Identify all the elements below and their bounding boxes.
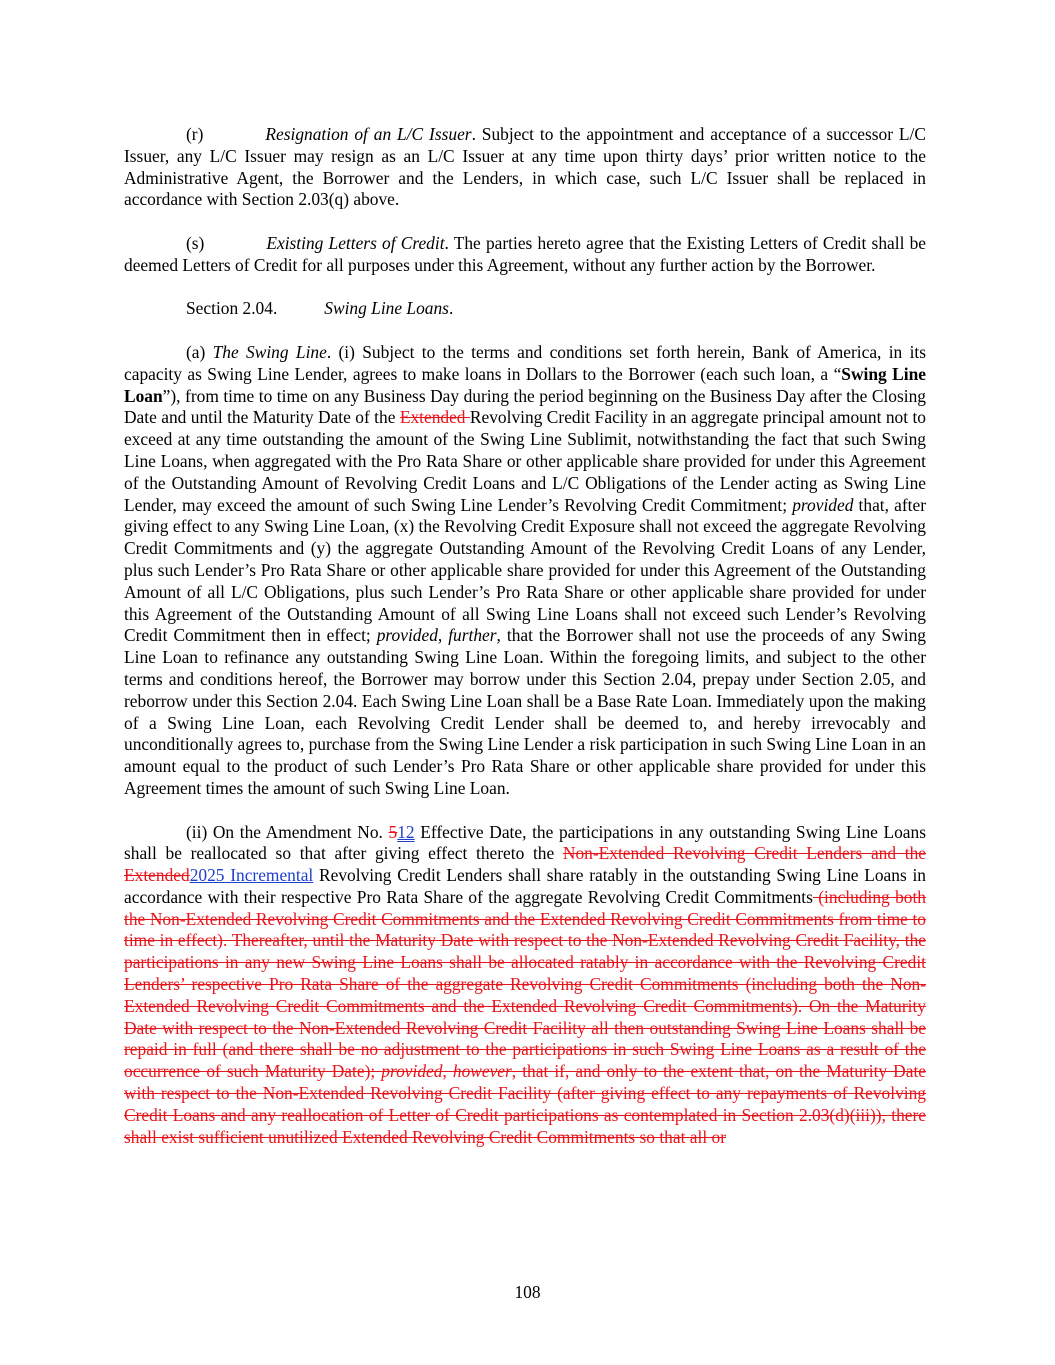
page-number: 108 [514,1282,541,1302]
paragraph-s [124,233,926,277]
clause-body-s: . The parties hereto agree that the Existing Letters of Credit shall be deemed Letters of Credit for all purposes under this Agreement, without any further action by the Borrower. [124,232,926,275]
deleted-text: , [442,1061,453,1082]
deleted-text: however [452,1061,512,1082]
clause-title-s: Existing Letters of Credit [266,232,445,253]
deleted-text: Extended [399,407,470,428]
clause-number-r: (r) [186,124,204,144]
deleted-text: provided [381,1061,443,1082]
deleted-text: , that if, and only to the extent that, on the Maturity Date with respect to the Non-Extended Revolving Credit Facility (after giving effect to any repayments of Revolving Credit Loans and any reallocation of Letter of Credit participations as contemplated in Section 2.03(d)(iii)), there shall exist sufficient unutilized Extended Revolving Credit Commitments so that all or [124,1061,926,1147]
deleted-text: 5 [388,821,398,842]
clause-title-a: The Swing Line [212,341,327,362]
deleted-text: (including both the Non-Extended Revolving Credit Commitments and the Extended Revolving Credit Commitments from time to time in effect). Thereafter, until the Maturity Date with respect to the Non-Extended Revolving Credit Facility, the participations in any new Swing Line Loans shall be allocated ratably in accordance with the Revolving Credit Lenders’ respective Pro Rata Share of the aggregate Revolving Credit Commitments (including both the Non-Extended Revolving Credit Commitments and the Extended Revolving Credit Commitments). On the Maturity Date with respect to the Non-Extended Revolving Credit Facility all then outstanding Swing Line Loans shall be repaid in full (and there shall be no adjustment to the participations in such Swing Line Loans as a result of the occurrence of such Maturity Date); [124,886,926,1082]
clause-title-r: Resignation of an L/C Issuer [265,124,472,144]
section-title: Swing Line Loans [324,298,449,319]
paragraph-r [124,124,926,211]
paragraph-a: (a) The Swing Line. (i) Subject to the terms and conditions set forth herein, Bank of America, in its capacity as Swing Line Lender, agrees to make loans in Dollars to the Borrower (each such loan, a “Swing Line Loan”), from time to time on any Business Day during the period beginning on the Business Day after the Closing Date and until the Maturity Date of the Extended Revolving Credit Facility in an aggregate principal amount not to exceed at any time outstanding the amount of the Swing Line Sublimit, notwithstanding the fact that such Swing Line Loans, when aggregated with the Pro Rata Share or other applicable share provided for under this Agreement of the Outstanding Amount of Revolving Credit Loans and L/C Obligations of the Lender acting as Swing Line Lender, may exceed the amount of such Swing Line Lender’s Revolving Credit Commitment; provided that, after giving effect to any Swing Line Loan, (x) the Revolving Credit Exposure shall not exceed the aggregate Revolving Credit Commitments and (y) the aggregate Outstanding Amount of the Revolving Credit Loans of any Lender, plus such Lender’s Pro Rata Share or other applicable share provided for under this Agreement of the Outstanding Amount of all L/C Obligations, plus such Lender’s Pro Rata Share or other applicable share provided for under this Agreement of the Outstanding Amount of all Swing Line Loans shall not exceed such Lender’s Revolving Credit Commitment then in effect; provided, further, that the Borrower shall not use the proceeds of any Swing Line Loan to refinance any outstanding Swing Line Loan. Within the foregoing limits, and subject to the other terms and conditions hereof, the Borrower may borrow under this Section 2.04, prepay under Section 2.05, and reborrow under this Section 2.04. Each Swing Line Loan shall be a Base Rate Loan. Immediately upon the making of a Swing Line Loan, each Revolving Credit Lender shall be deemed to, and hereby irrevocably and unconditionally agrees to, purchase from the Swing Line Lender a risk participation in such Swing Line Loan in an amount equal to the product of such Lender’s Pro Rata Share or other applicable share provided for under this Agreement times the amount of such Swing Line Loan. [124,341,926,798]
section-number: Section 2.04. [186,298,278,319]
defined-term: Swing Line Loan [124,363,926,406]
deleted-text: Non-Extended Revolving Credit Lenders and the Extended [124,843,926,886]
clause-number-s: (s) [186,232,205,253]
clause-body-r: . Subject to the appointment and acceptance of a successor L/C Issuer, any L/C Issuer may resign as an L/C Issuer at any time upon thirty days’ prior written notice to the Administrative Agent, the Borrower and the Lenders, in which case, such L/C Issuer shall be replaced in accordance with Section 2.03(q) above. [124,124,926,210]
inserted-text: 12 [397,821,415,842]
inserted-text: 2025 Incremental [189,865,314,886]
paragraph-ii: (ii) On the Amendment No. 512 Effective Date, the participations in any outstanding Swing Line Loans shall be reallocated so that after giving effect thereto the Non-Extended Revolving Credit Lenders and the Extended2025 Incremental Revolving Credit Lenders shall share ratably in the outstanding Swing Line Loans in accordance with their respective Pro Rata Share of the aggregate Revolving Credit Commitments (including both the Non-Extended Revolving Credit Commitments and the Extended Revolving Credit Commitments from time to time in effect). Thereafter, until the Maturity Date with respect to the Non-Extended Revolving Credit Facility, the participations in any new Swing Line Loans shall be allocated ratably in accordance with the Revolving Credit Lenders’ respective Pro Rata Share of the aggregate Revolving Credit Commitments (including both the Non-Extended Revolving Credit Commitments and the Extended Revolving Credit Commitments). On the Maturity Date with respect to the Non-Extended Revolving Credit Facility all then outstanding Swing Line Loans shall be repaid in full (and there shall be no adjustment to the participations in such Swing Line Loans as a result of the occurrence of such Maturity Date); provided, however, that if, and only to the extent that, on the Maturity Date with respect to the Non-Extended Revolving Credit Facility (after giving effect to any repayments of Revolving Credit Loans and any reallocation of Letter of Credit participations as contemplated in Section 2.03(d)(iii)), there shall exist sufficient unutilized Extended Revolving Credit Commitments so that all or [124,821,926,1147]
section-heading: Section 2.04. Swing Line Loans. [186,298,454,319]
document-page [124,124,926,1170]
